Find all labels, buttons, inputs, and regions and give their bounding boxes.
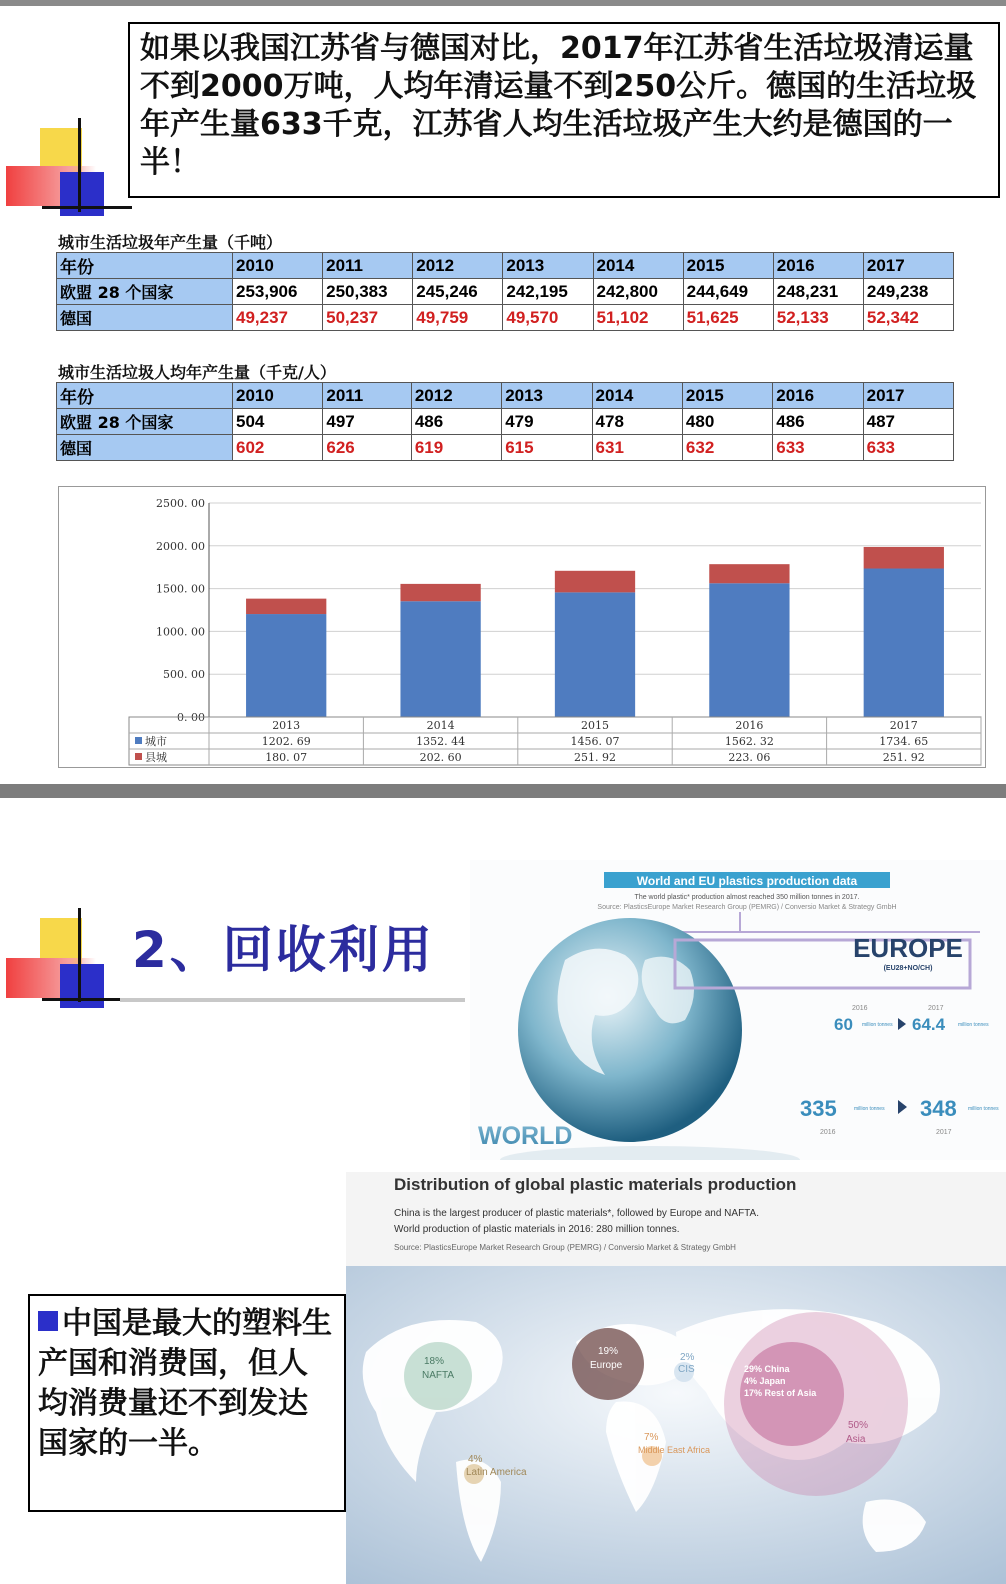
data-table-value: 1734. 65 <box>879 735 929 748</box>
distribution-map-graphic <box>346 1172 1006 1584</box>
table-row <box>57 305 954 331</box>
latin-america-name: Latin America <box>466 1467 527 1478</box>
eu-year-a: 2016 <box>852 1005 868 1012</box>
title-underline <box>120 998 465 1002</box>
waste-total-table <box>56 252 954 331</box>
legend-swatch <box>135 753 142 760</box>
data-table-value: 251. 92 <box>574 751 616 764</box>
world-value-a: 335 <box>800 1096 837 1121</box>
data-table-value: 1202. 69 <box>261 735 311 748</box>
legend-series-name: 县城 <box>145 751 167 764</box>
value-cell: 51,102 <box>593 305 683 331</box>
y-tick-label: 500. 00 <box>163 668 205 682</box>
value-cell: 245,246 <box>413 279 503 305</box>
year-cell: 2013 <box>502 383 592 409</box>
header-label: 年份 <box>57 253 233 279</box>
value-cell: 50,237 <box>323 305 413 331</box>
year-cell: 2011 <box>323 253 413 279</box>
value-cell: 633 <box>773 435 863 461</box>
eu-unit-b: million tonnes <box>958 1022 989 1028</box>
bar-county <box>709 564 789 583</box>
dist-title: Distribution of global plastic materials production <box>394 1175 797 1194</box>
europe-label: EUROPE <box>853 933 963 963</box>
bar-city <box>246 614 326 717</box>
value-cell: 49,570 <box>503 305 593 331</box>
value-cell: 486 <box>773 409 863 435</box>
year-cell: 2015 <box>683 253 773 279</box>
data-table-frame <box>129 717 981 765</box>
chart-svg <box>59 487 985 767</box>
value-cell: 631 <box>592 435 682 461</box>
x-category-label: 2015 <box>581 719 609 732</box>
value-cell: 49,759 <box>413 305 503 331</box>
value-cell: 253,906 <box>233 279 323 305</box>
slide-recycling <box>0 798 1006 1584</box>
globe-icon <box>518 918 742 1142</box>
table1-title: 城市生活垃圾年产生量（千吨） <box>58 233 283 252</box>
year-cell: 2015 <box>682 383 772 409</box>
value-cell: 478 <box>592 409 682 435</box>
slide-waste-comparison <box>0 0 1006 784</box>
x-category-label: 2014 <box>426 719 455 732</box>
banner-text: World and EU plastics production data <box>636 874 858 888</box>
nafta-pct: 18% <box>424 1356 445 1367</box>
year-cell: 2010 <box>233 383 323 409</box>
value-cell: 244,649 <box>683 279 773 305</box>
table-row <box>57 435 954 461</box>
value-cell: 49,237 <box>233 305 323 331</box>
europe-sub: (EU28+NO/CH) <box>883 965 933 972</box>
table-header-row <box>57 253 954 279</box>
bar-county <box>864 547 944 569</box>
china-note-text: 中国是最大的塑料生产国和消费国，但人均消费量还不到发达国家的一半。 <box>38 1306 332 1461</box>
table-header-row <box>57 383 954 409</box>
table-row <box>57 409 954 435</box>
waste-per-capita-table <box>56 382 954 461</box>
value-cell: 51,625 <box>683 305 773 331</box>
world-unit-a: million tonnes <box>854 1106 885 1112</box>
value-cell: 479 <box>502 409 592 435</box>
value-cell: 615 <box>502 435 592 461</box>
year-cell: 2016 <box>773 383 863 409</box>
value-cell: 249,238 <box>863 279 953 305</box>
value-cell: 242,195 <box>503 279 593 305</box>
value-cell: 504 <box>233 409 323 435</box>
year-cell: 2013 <box>503 253 593 279</box>
data-table-value: 251. 92 <box>882 751 925 764</box>
table2-title: 城市生活垃圾人均年产生量（千克/人） <box>58 363 336 382</box>
year-cell: 2010 <box>233 253 323 279</box>
cis-pct: 2% <box>680 1352 695 1363</box>
legend-series-name: 城市 <box>145 735 167 748</box>
bar-city <box>709 583 789 717</box>
slide-separator <box>0 784 1006 798</box>
value-cell: 248,231 <box>773 279 863 305</box>
value-cell: 602 <box>233 435 323 461</box>
data-table-value: 1562. 32 <box>724 735 774 748</box>
top-bar <box>0 0 1006 6</box>
header-label: 年份 <box>57 383 233 409</box>
data-table-value: 202. 60 <box>419 751 462 764</box>
year-cell: 2012 <box>411 383 501 409</box>
europe-pct: 19% <box>598 1346 619 1357</box>
nafta-name: NAFTA <box>422 1370 455 1381</box>
eu-unit-a: million tonnes <box>862 1022 893 1028</box>
year-cell: 2014 <box>593 253 683 279</box>
y-tick-label: 2500. 00 <box>156 497 205 510</box>
row-label: 德国 <box>57 305 233 331</box>
value-cell: 250,383 <box>323 279 413 305</box>
world-eu-production-graphic <box>470 860 1006 1160</box>
bar-city <box>555 592 635 717</box>
stacked-bar-chart <box>58 486 986 768</box>
value-cell: 633 <box>863 435 953 461</box>
data-table-value: 1352. 44 <box>416 735 466 748</box>
data-table-value: 180. 07 <box>265 751 308 764</box>
y-tick-label: 0. 00 <box>177 711 205 724</box>
data-table-value: 1456. 07 <box>570 735 620 748</box>
x-category-label: 2016 <box>735 719 764 732</box>
year-cell: 2017 <box>863 383 953 409</box>
bullet-square-icon <box>38 1311 58 1331</box>
dist-line2: World production of plastic materials in 2016: 280 million tonnes. <box>394 1224 680 1235</box>
value-cell: 619 <box>411 435 501 461</box>
world-label: WORLD <box>478 1122 573 1150</box>
year-cell: 2016 <box>773 253 863 279</box>
value-cell: 242,800 <box>593 279 683 305</box>
y-tick-label: 2000. 00 <box>156 539 205 553</box>
bar-county <box>246 599 326 614</box>
value-cell: 497 <box>323 409 411 435</box>
cis-name: CIS <box>678 1364 695 1375</box>
year-cell: 2014 <box>592 383 682 409</box>
europe-name: Europe <box>590 1360 623 1371</box>
bar-city <box>400 601 480 717</box>
y-tick-label: 1500. 00 <box>156 582 205 596</box>
asia-pct: 50% <box>848 1420 869 1431</box>
value-cell: 52,133 <box>773 305 863 331</box>
bar-county <box>555 571 635 593</box>
middle-east-name: Middle East Africa <box>638 1445 711 1455</box>
year-cell: 2017 <box>863 253 953 279</box>
dist-line1: China is the largest producer of plastic materials*, followed by Europe and NAFTA. <box>394 1208 759 1219</box>
eu-year-b: 2017 <box>928 1005 944 1012</box>
value-cell: 480 <box>682 409 772 435</box>
row-label: 德国 <box>57 435 233 461</box>
eu-value-a: 60 <box>834 1015 853 1034</box>
year-cell: 2012 <box>413 253 503 279</box>
dist-source: Source: PlasticsEurope Market Research Group (PEMRG) / Conversio Market & Strategy GmbH <box>394 1243 736 1252</box>
row-label: 欧盟 28 个国家 <box>57 279 233 305</box>
banner-source: Source: PlasticsEurope Market Research Group (PEMRG) / Conversio Market & Strategy GmbH <box>597 904 897 911</box>
value-cell: 52,342 <box>863 305 953 331</box>
x-category-label: 2017 <box>889 719 918 732</box>
rest-asia-pct: 17% Rest of Asia <box>744 1388 817 1398</box>
value-cell: 626 <box>323 435 411 461</box>
asia-name: Asia <box>846 1434 866 1445</box>
value-cell: 632 <box>682 435 772 461</box>
world-year-b: 2017 <box>936 1129 952 1136</box>
y-tick-label: 1000. 00 <box>156 625 205 639</box>
section-title: 2、回收利用 <box>132 921 435 979</box>
value-cell: 486 <box>411 409 501 435</box>
data-table-value: 223. 06 <box>728 751 771 764</box>
table-row <box>57 279 954 305</box>
japan-pct: 4% Japan <box>744 1376 786 1386</box>
value-cell: 487 <box>863 409 953 435</box>
china-pct: 29% China <box>744 1364 790 1374</box>
world-unit-b: million tonnes <box>968 1106 999 1112</box>
world-value-b: 348 <box>920 1096 957 1121</box>
year-cell: 2011 <box>323 383 411 409</box>
legend-swatch <box>135 737 142 744</box>
world-year-a: 2016 <box>820 1129 836 1136</box>
bar-city <box>864 569 944 717</box>
banner-subtitle: The world plastic* production almost reached 350 million tonnes in 2017. <box>634 894 860 901</box>
china-note-box <box>28 1294 346 1512</box>
x-category-label: 2013 <box>272 719 301 732</box>
comparison-note: 如果以我国江苏省与德国对比，2017年江苏省生活垃圾清运量不到2000万吨，人均年清运量不到250公斤。德国的生活垃圾年产生量633千克，江苏省人均生活垃圾产生大约是德国的一半！ <box>128 22 1000 198</box>
row-label: 欧盟 28 个国家 <box>57 409 233 435</box>
bar-county <box>400 584 480 601</box>
eu-value-b: 64.4 <box>912 1015 946 1034</box>
latin-america-pct: 4% <box>468 1454 483 1465</box>
middle-east-pct: 7% <box>644 1432 659 1443</box>
